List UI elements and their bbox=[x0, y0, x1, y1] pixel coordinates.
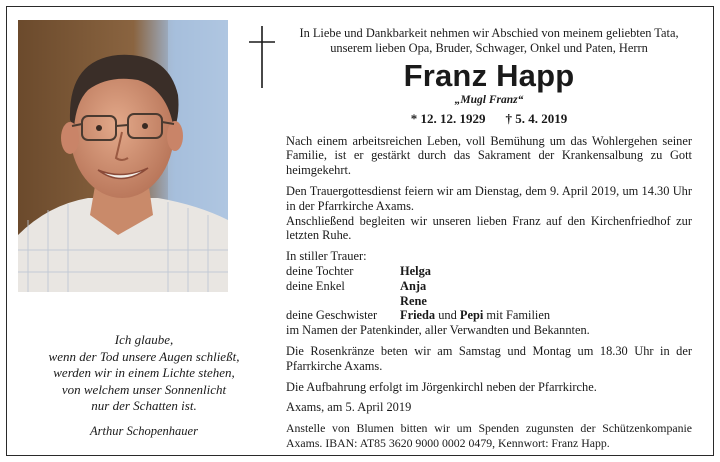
mourner-name: Anja bbox=[400, 278, 427, 293]
notice-text-column bbox=[286, 26, 692, 450]
list-item bbox=[286, 279, 692, 294]
quote-line: nur der Schatten ist. bbox=[91, 398, 197, 413]
cross-icon bbox=[248, 24, 276, 90]
mourner-name: Rene bbox=[400, 293, 427, 308]
mourner-name: Pepi bbox=[459, 308, 484, 323]
mourner-name: Helga bbox=[400, 263, 431, 278]
mourner-name: Frieda bbox=[400, 308, 436, 323]
list-item bbox=[286, 264, 692, 279]
intro-text: In Liebe und Dankbarkeit nehmen wir Abschied von meinem geliebten Tata, unserem lieben Opa, Bruder, Schwager, Onkel und Paten, Herrn bbox=[299, 26, 679, 55]
paragraph-funeral: Den Trauergottesdienst feiern wir am Dienstag, dem 9. April 2019, um 14.30 Uhr in der Pfarrkirche Axams. bbox=[286, 183, 692, 213]
portrait-photo bbox=[18, 20, 228, 292]
quote-line: Ich glaube, bbox=[114, 332, 174, 347]
mourners-list bbox=[286, 249, 692, 338]
quote-line: wenn der Tod unsere Augen schließt, bbox=[48, 348, 240, 364]
relation-label: deine Tochter bbox=[286, 263, 354, 278]
list-item bbox=[286, 294, 692, 309]
paragraph-burial: Anschließend begleiten wir unseren lieben Franz auf den Kirchenfriedhof zur letzten Ruhe. bbox=[286, 213, 692, 243]
quote-author: Arthur Schopenhauer bbox=[90, 423, 198, 438]
relation-label: deine Geschwister bbox=[286, 308, 378, 323]
list-item: deine Geschwister Frieda und Pepi mit Familien bbox=[286, 308, 551, 323]
paragraph-laying-out: Die Aufbahrung erfolgt im Jörgenkirchl neben der Pfarrkirche. bbox=[286, 379, 597, 394]
birth-date: * 12. 12. 1929 bbox=[410, 110, 486, 126]
mourners-others: im Namen der Patenkinder, aller Verwandten und Bekannten. bbox=[286, 323, 590, 338]
paragraph-life: Nach einem arbeitsreichen Leben, voll Bemühung um das Wohlergehen seiner Familie, ist er gestärkt durch das Sakrament der Krankensalbung zu Gott heimgekehrt. bbox=[286, 133, 692, 178]
relation-label: deine Enkel bbox=[286, 278, 345, 293]
paragraph-rosary: Die Rosenkränze beten wir am Samstag und Montag um 18.30 Uhr in der Pfarrkirche Axams. bbox=[286, 343, 692, 373]
quote-line: werden wir in einem Lichte stehen, bbox=[53, 365, 235, 380]
mourners-heading: In stiller Trauer: bbox=[286, 249, 367, 264]
quote-block bbox=[18, 332, 270, 439]
deceased-name: Franz Happ bbox=[403, 57, 575, 93]
death-date: † 5. 4. 2019 bbox=[505, 110, 568, 126]
life-dates bbox=[286, 110, 692, 128]
nickname: „Mugl Franz“ bbox=[454, 93, 524, 106]
donation-text: Anstelle von Blumen bitten wir um Spenden zugunsten der Schützenkompanie Axams. IBAN: AT85 3620 9000 0002 0479, Kennwort: Franz Happ. bbox=[286, 421, 692, 450]
place-date: Axams, am 5. April 2019 bbox=[286, 400, 412, 415]
quote-line: von welchem unser Sonnenlicht bbox=[61, 381, 227, 397]
